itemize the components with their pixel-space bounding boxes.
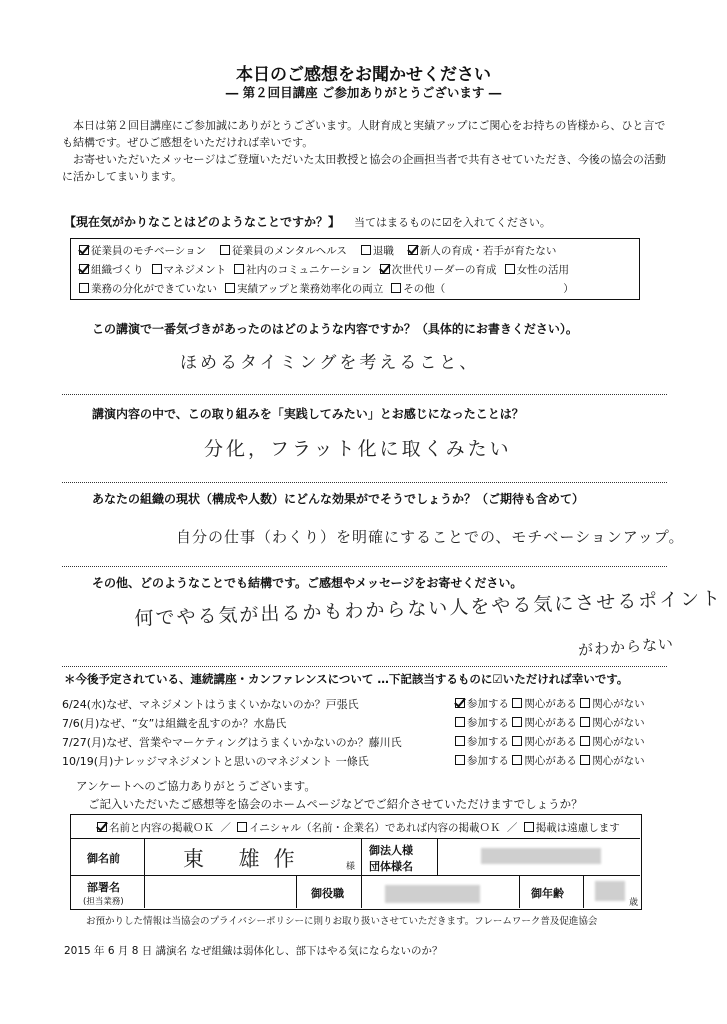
col-divider	[437, 838, 438, 875]
schedule-heading: ＊今後予定されている、連続講座・カンファレンスについて …下記該当するものに☑いただければ幸いです。	[64, 672, 629, 686]
row-divider	[71, 875, 640, 876]
schedule-row-2: 7/6(月)なぜ、“女”は組織を乱すのか？水島氏	[62, 717, 287, 730]
event-info: 2015 年 6 月 8 日 講演名 なぜ組織は弱体化し、部下はやる気にならないのか？	[64, 945, 443, 957]
checkbox-checked[interactable]	[455, 698, 465, 708]
schedule-row-1: 6/24(水)なぜ、マネジメントはうまくいかないのか？戸張氏	[62, 698, 359, 711]
age-suffix: 歳	[629, 898, 639, 908]
checkbox[interactable]	[580, 755, 590, 765]
answer-4-continued[interactable]: がわからない	[577, 634, 675, 660]
checkbox[interactable]	[524, 822, 534, 832]
concern-item[interactable]: 従業員のメンタルヘルス	[220, 243, 347, 258]
concern-item[interactable]: 新人の育成・若手が育たない	[408, 243, 557, 258]
concern-row-2	[79, 262, 578, 277]
checkbox-checked[interactable]	[97, 822, 107, 832]
contact-form	[70, 814, 642, 910]
checkbox[interactable]	[580, 717, 590, 727]
schedule-options-2: 参加する 関心がある 関心がない	[455, 715, 645, 730]
checkbox-checked[interactable]	[380, 264, 390, 274]
concerns-note: 当てはまるものに☑を入れてください。	[354, 216, 551, 229]
concern-row-1	[79, 243, 565, 258]
concern-row-3	[79, 281, 583, 296]
checkbox[interactable]	[455, 717, 465, 727]
dept-label: 部署名	[87, 881, 120, 894]
answer-1[interactable]: ほめるタイミングを考えること、	[180, 353, 480, 373]
dept-sub-label: (担当業務)	[83, 897, 124, 907]
checkbox-checked[interactable]	[79, 245, 89, 255]
checkbox[interactable]	[225, 283, 235, 293]
col-divider	[519, 875, 520, 908]
name-value[interactable]: 東 雄作	[183, 847, 309, 871]
company-value-redacted	[481, 848, 601, 864]
question-3: あなたの組織の現状（構成や人数）にどんな効果がでそうでしょうか？（ご期待も含めて）	[92, 492, 585, 506]
divider	[62, 482, 667, 483]
checkbox-checked[interactable]	[408, 245, 418, 255]
age-value-redacted	[595, 881, 625, 901]
checkbox[interactable]	[234, 264, 244, 274]
checkbox[interactable]	[512, 755, 522, 765]
checkbox[interactable]	[505, 264, 515, 274]
row-divider	[71, 838, 640, 839]
schedule-row-4: 10/19(月)ナレッジマネジメントと思いのマネジメント 一條氏	[62, 755, 369, 768]
schedule-options-1: 参加する 関心がある 関心がない	[455, 696, 645, 711]
intro-paragraph-1: 本日は第２回目講座にご参加誠にありがとうございます。人財育成と実績アップにご関心をお持ちの皆様から、ひと言でも結構です。ぜひご感想をいただければ幸いです。	[62, 119, 666, 149]
checkbox[interactable]	[512, 717, 522, 727]
company-label: 御法人様	[369, 844, 413, 857]
thanks-text: アンケートへのご協力ありがとうございます。	[76, 779, 316, 793]
concern-item[interactable]: マネジメント	[152, 262, 227, 277]
schedule-row-3: 7/27(月)なぜ、営業やマーケティングはうまくいかないのか？藤川氏	[62, 736, 402, 749]
divider	[62, 566, 667, 567]
answer-2[interactable]: 分化，フラット化に取くみたい	[204, 438, 512, 460]
concern-item[interactable]: 実績アップと業務効率化の両立	[225, 281, 383, 296]
checkbox[interactable]	[455, 755, 465, 765]
concerns-box	[70, 238, 640, 300]
checkbox[interactable]	[512, 736, 522, 746]
name-label: 御名前	[87, 852, 120, 865]
answer-4[interactable]: 何でやる気が出るかもわからない人をやる気にさせるポイント	[134, 587, 723, 630]
checkbox[interactable]	[391, 283, 401, 293]
concern-item[interactable]: 組織づくり	[79, 262, 144, 277]
answer-3[interactable]: 自分の仕事（わくり）を明確にすることでの、モチベーションアップ。	[176, 528, 685, 546]
company-label-2: 団体様名	[369, 860, 413, 873]
col-divider	[361, 838, 362, 908]
checkbox[interactable]	[455, 736, 465, 746]
concerns-heading	[64, 213, 551, 230]
question-1: この講演で一番気づきがあったのはどのような内容ですか？（具体的にお書きください）。	[92, 322, 578, 336]
concern-item[interactable]: 業務の分化ができていない	[79, 281, 217, 296]
checkbox[interactable]	[361, 245, 371, 255]
question-4: その他、どのようなことでも結構です。ご感想やメッセージをお寄せください。	[92, 576, 523, 590]
concern-item-other[interactable]: その他（ ）	[391, 281, 574, 296]
age-label: 御年齢	[531, 887, 564, 900]
consent-row: 名前と内容の掲載ＯＫ ／ イニシャル（名前・企業名）であれば内容の掲載ＯＫ ／ 掲載は遠慮します	[97, 820, 620, 835]
checkbox[interactable]	[152, 264, 162, 274]
position-value-redacted	[385, 885, 480, 903]
intro-text	[62, 117, 674, 185]
col-divider	[296, 875, 297, 908]
checkbox[interactable]	[580, 698, 590, 708]
checkbox[interactable]	[512, 698, 522, 708]
page-subtitle: ― 第２回目講座 ご参加ありがとうございます ―	[225, 85, 502, 100]
concern-item[interactable]: 女性の活用	[505, 262, 570, 277]
divider	[62, 666, 667, 667]
divider	[62, 394, 667, 395]
privacy-note: お預かりした情報は当協会のプライバシーポリシーに則りお取り扱いさせていただきます。フレームワーク普及促進協会	[86, 916, 598, 927]
col-divider	[144, 838, 145, 908]
position-label: 御役職	[311, 887, 344, 900]
page-title: 本日のご感想をお聞かせください	[236, 65, 491, 85]
checkbox-checked[interactable]	[79, 264, 89, 274]
checkbox[interactable]	[237, 822, 247, 832]
concern-item[interactable]: 従業員のモチベーション	[79, 243, 206, 258]
name-suffix: 様	[346, 862, 356, 872]
intro-paragraph-2: お寄せいただいたメッセージはご登壇いただいた太田教授と協会の企画担当者で共有させていただき、今後の協会の活動に活かしてまいります。	[62, 153, 666, 183]
schedule-options-4: 参加する 関心がある 関心がない	[455, 753, 645, 768]
concern-item[interactable]: 社内のコミュニケーション	[234, 262, 371, 277]
question-2: 講演内容の中で、この取り組みを「実践してみたい」とお感じになったことは？	[92, 407, 524, 421]
concern-item[interactable]: 次世代リーダーの育成	[380, 262, 497, 277]
checkbox[interactable]	[79, 283, 89, 293]
checkbox[interactable]	[220, 245, 230, 255]
schedule-options-3: 参加する 関心がある 関心がない	[455, 734, 645, 749]
concern-item[interactable]: 退職	[361, 243, 394, 258]
consent-question: ご記入いただいたご感想等を協会のホームページなどでご紹介させていただけますでしょうか？	[88, 797, 583, 811]
concerns-heading-text: 【現在気がかりなことはどのようなことですか？】	[64, 215, 341, 229]
checkbox[interactable]	[580, 736, 590, 746]
col-divider	[583, 875, 584, 908]
